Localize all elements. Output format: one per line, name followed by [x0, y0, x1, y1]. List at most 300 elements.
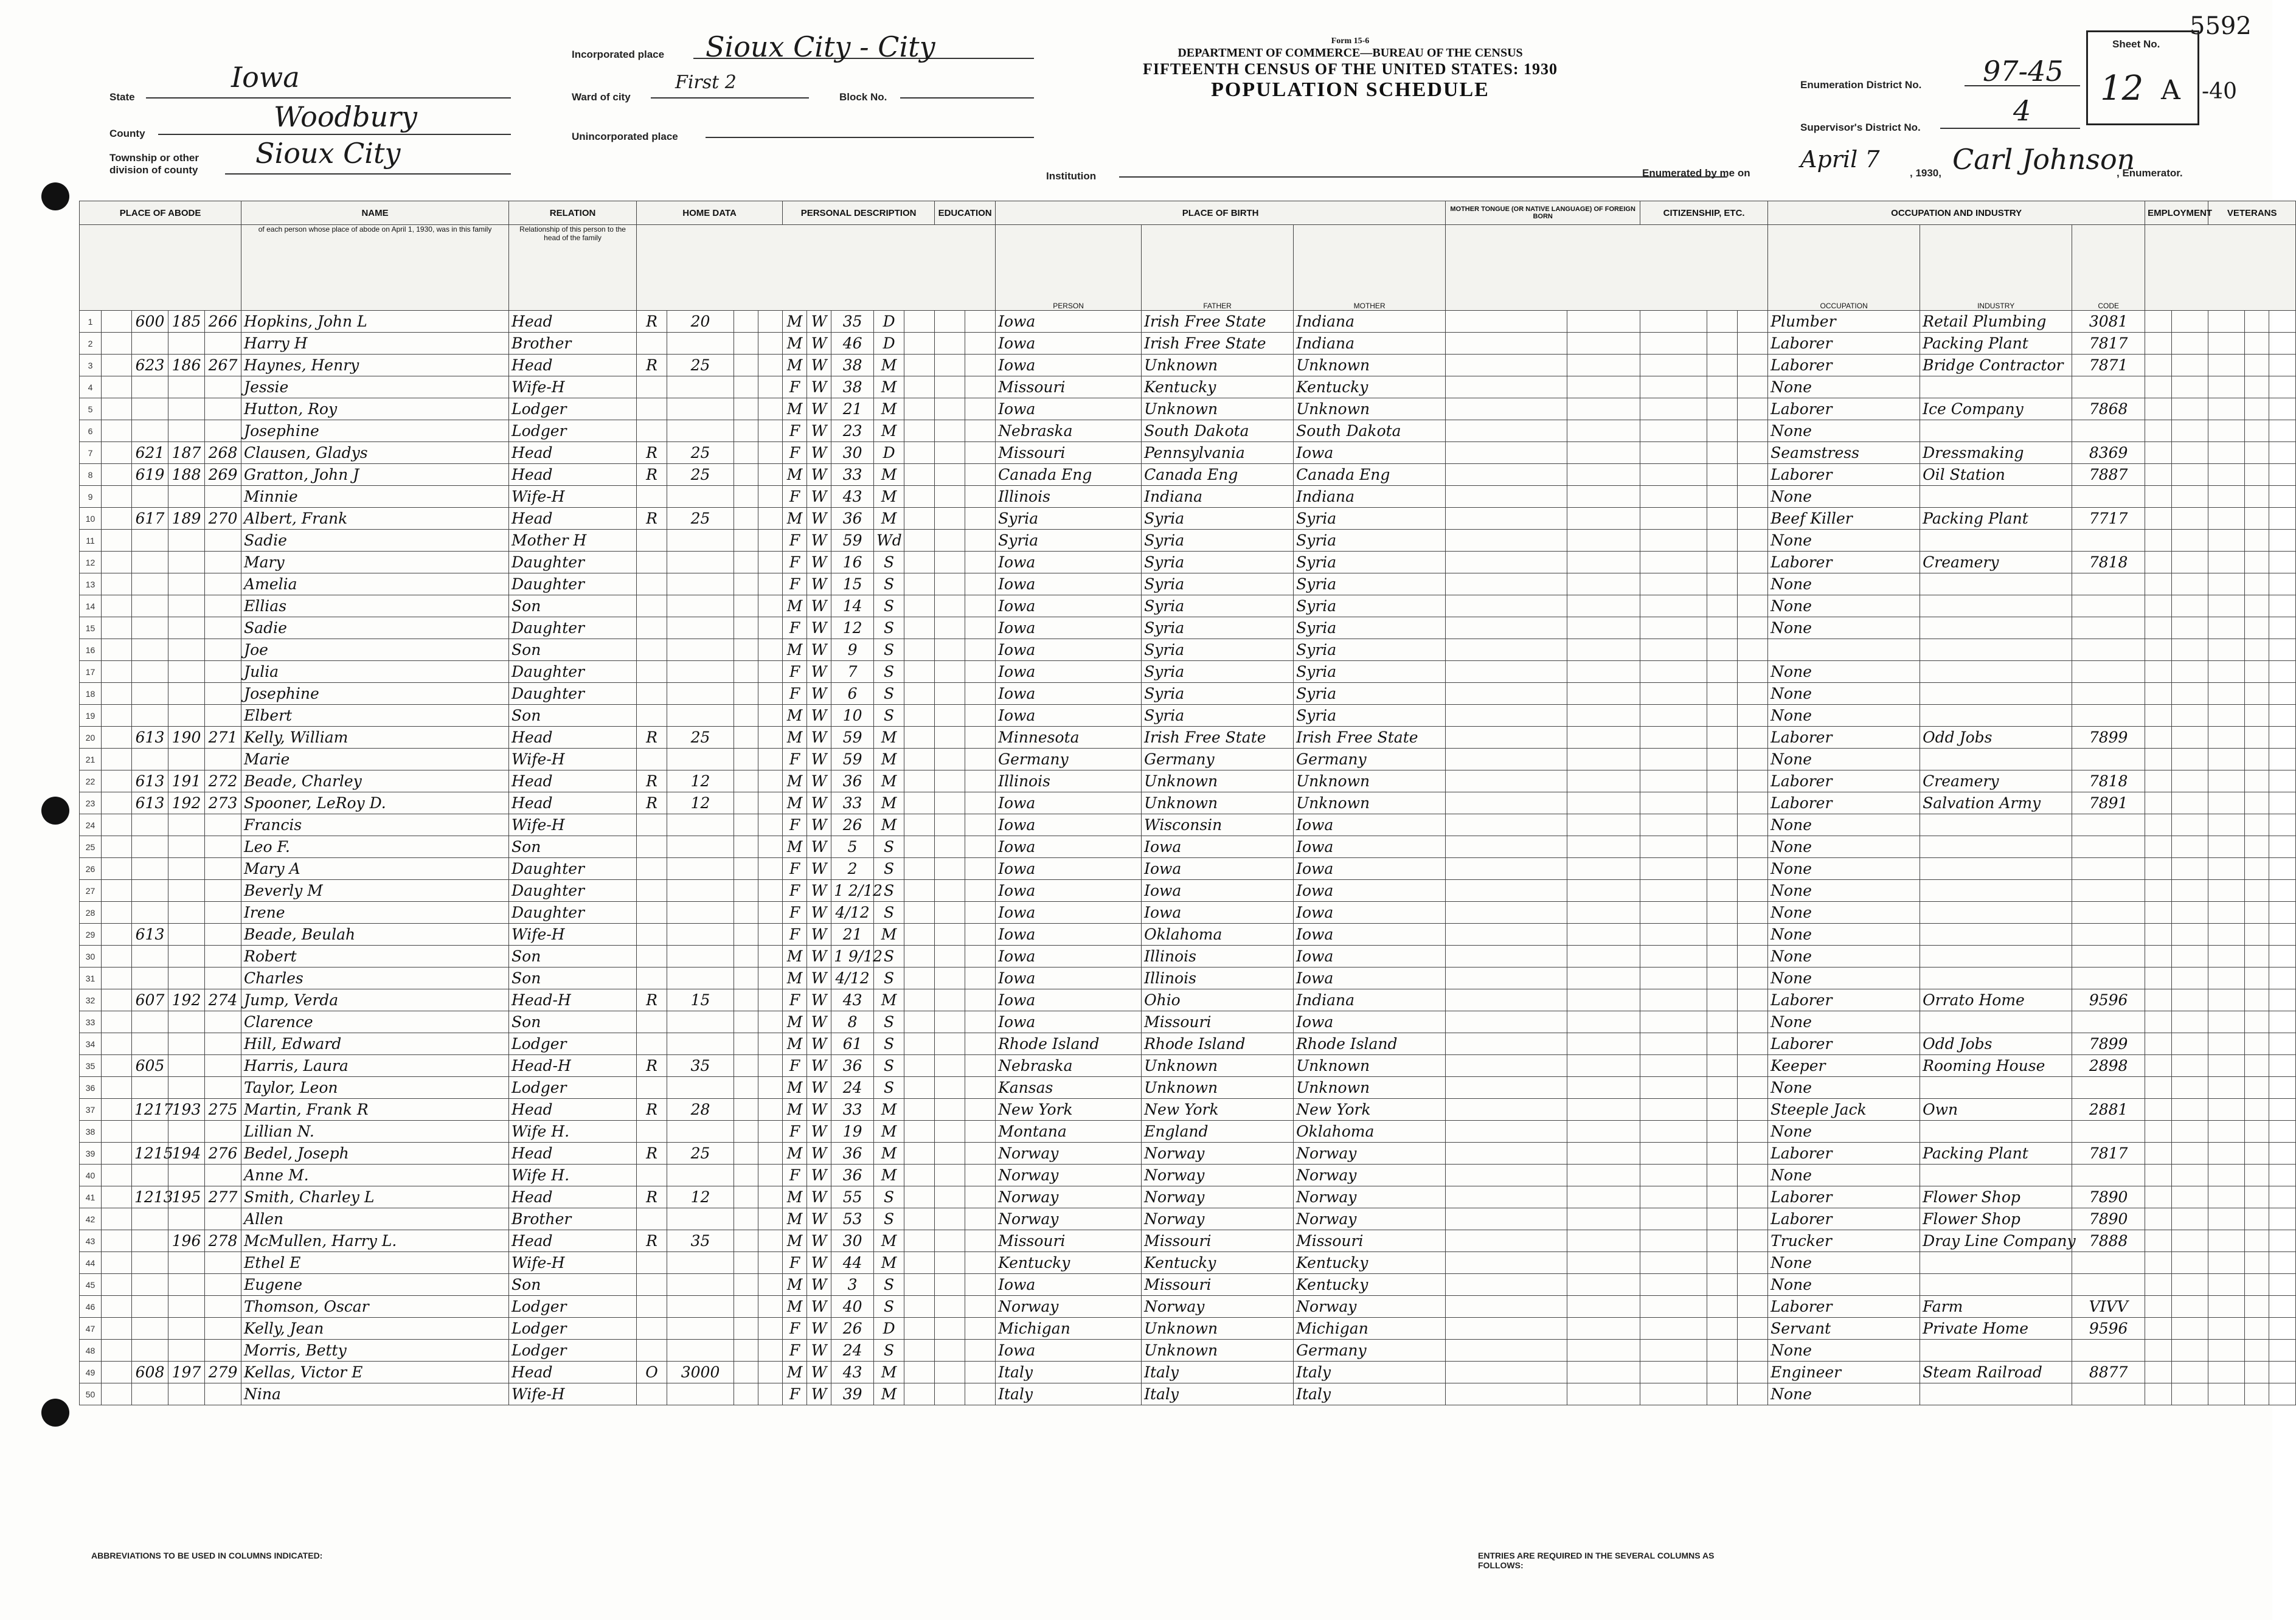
- cell-home: R: [637, 1143, 667, 1165]
- cell-no: 269: [205, 464, 241, 486]
- cell-race: W: [807, 333, 831, 355]
- cell-blank: [1446, 989, 1567, 1011]
- cell-blank: [1707, 1383, 1738, 1405]
- cell-age: 36: [831, 1055, 874, 1077]
- cell-blank: [935, 1252, 965, 1274]
- cell-blank: [1738, 311, 1768, 333]
- cell-dwell: 1217: [132, 1099, 168, 1121]
- cell-sex: M: [783, 1186, 807, 1208]
- cell-blank: [2245, 595, 2269, 617]
- cell-age: 7: [831, 661, 874, 683]
- cell-home: [637, 1340, 667, 1362]
- cell-rel: Wife-H: [509, 1383, 637, 1405]
- cell-blank: [734, 1230, 758, 1252]
- cell-street: [102, 770, 132, 792]
- cell-name: Martin, Frank R: [241, 1099, 509, 1121]
- enumerated-label: Enumerated by me on: [1642, 167, 1750, 179]
- cell-ind: [1920, 661, 2072, 683]
- cell-blank: [734, 355, 758, 376]
- cell-race: W: [807, 1186, 831, 1208]
- line-number: 39: [80, 1143, 102, 1165]
- cell-blank: [1707, 639, 1738, 661]
- cell-blank: [2245, 902, 2269, 924]
- cell-fbp: Unknown: [1142, 1077, 1294, 1099]
- cell-blank: [965, 1318, 996, 1340]
- cell-sex: M: [783, 1362, 807, 1383]
- cell-blank: [1707, 1143, 1738, 1165]
- cell-blank: [1707, 880, 1738, 902]
- cell-blank: [1707, 617, 1738, 639]
- cell-age: 33: [831, 792, 874, 814]
- cell-blank: [1738, 924, 1768, 946]
- cell-race: W: [807, 1033, 831, 1055]
- cell-blank: [758, 530, 783, 552]
- cell-mar: M: [874, 727, 904, 749]
- cell-street: [102, 1055, 132, 1077]
- cell-blank: [935, 880, 965, 902]
- cell-blank: [2145, 355, 2172, 376]
- cell-street: [102, 836, 132, 858]
- cell-blank: [904, 486, 935, 508]
- cell-blank: [1640, 398, 1707, 420]
- cell-mar: S: [874, 968, 904, 989]
- cell-blank: [935, 1055, 965, 1077]
- cell-blank: [935, 924, 965, 946]
- cell-no: [205, 1165, 241, 1186]
- cell-val: [667, 1121, 734, 1143]
- cell-mar: S: [874, 1077, 904, 1099]
- cell-age: 40: [831, 1296, 874, 1318]
- cell-blank: [1738, 1165, 1768, 1186]
- cell-blank: [1567, 705, 1640, 727]
- cell-age: 38: [831, 355, 874, 376]
- cell-mar: S: [874, 683, 904, 705]
- cell-code: 7899: [2072, 727, 2145, 749]
- cell-blank: [758, 1252, 783, 1274]
- cell-blank: [758, 968, 783, 989]
- cell-val: 12: [667, 792, 734, 814]
- line-number: 46: [80, 1296, 102, 1318]
- cell-blank: [904, 749, 935, 770]
- cell-fam: [168, 639, 205, 661]
- cell-bp: Iowa: [996, 924, 1142, 946]
- cell-blank: [2245, 573, 2269, 595]
- cell-fam: [168, 858, 205, 880]
- cell-street: [102, 1252, 132, 1274]
- cell-mbp: Kentucky: [1294, 1274, 1446, 1296]
- cell-age: 3: [831, 1274, 874, 1296]
- county-line: [158, 134, 511, 135]
- cell-blank: [2208, 1383, 2245, 1405]
- cell-mar: M: [874, 1230, 904, 1252]
- cell-home: [637, 617, 667, 639]
- cell-blank: [2269, 1296, 2296, 1318]
- cell-blank: [1567, 683, 1640, 705]
- cell-blank: [2208, 573, 2245, 595]
- line-number: 48: [80, 1340, 102, 1362]
- cell-no: [205, 1296, 241, 1318]
- cell-dwell: 621: [132, 442, 168, 464]
- table-row: [80, 727, 2296, 749]
- cell-race: W: [807, 573, 831, 595]
- unincorporated-line: [706, 137, 1034, 138]
- cell-blank: [2145, 968, 2172, 989]
- cell-blank: [965, 1362, 996, 1383]
- cell-blank: [2208, 661, 2245, 683]
- cell-race: W: [807, 683, 831, 705]
- cell-age: 36: [831, 770, 874, 792]
- cell-blank: [1640, 989, 1707, 1011]
- cell-blank: [758, 1296, 783, 1318]
- cell-blank: [2172, 508, 2208, 530]
- table-row: [80, 749, 2296, 770]
- cell-blank: [1446, 1208, 1567, 1230]
- cell-fam: [168, 530, 205, 552]
- cell-name: Morris, Betty: [241, 1340, 509, 1362]
- cell-sex: F: [783, 749, 807, 770]
- cell-blank: [1707, 814, 1738, 836]
- cell-street: [102, 1121, 132, 1143]
- table-row: [80, 814, 2296, 836]
- cell-occ: Laborer: [1768, 792, 1920, 814]
- cell-fam: [168, 1055, 205, 1077]
- cell-blank: [2208, 333, 2245, 355]
- cell-blank: [935, 552, 965, 573]
- cell-occ: None: [1768, 661, 1920, 683]
- cell-mbp: Iowa: [1294, 924, 1446, 946]
- cell-blank: [734, 683, 758, 705]
- cell-mbp: Iowa: [1294, 902, 1446, 924]
- hole-top: [41, 182, 69, 210]
- cell-code: [2072, 1165, 2145, 1186]
- cell-code: [2072, 705, 2145, 727]
- enumerator-label: , Enumerator.: [2117, 167, 2183, 179]
- cell-fbp: Syria: [1142, 661, 1294, 683]
- cell-blank: [965, 1011, 996, 1033]
- cell-blank: [2172, 1318, 2208, 1340]
- cell-street: [102, 420, 132, 442]
- cell-fam: [168, 661, 205, 683]
- incorporated-value: Sioux City - City: [706, 30, 935, 63]
- cell-blank: [904, 639, 935, 661]
- cell-blank: [1707, 1121, 1738, 1143]
- cell-bp: Iowa: [996, 398, 1142, 420]
- cell-blank: [758, 573, 783, 595]
- cell-blank: [1446, 770, 1567, 792]
- cell-blank: [2208, 311, 2245, 333]
- department-title: DEPARTMENT OF COMMERCE—BUREAU OF THE CENSUS: [1177, 46, 1523, 60]
- cell-blank: [965, 464, 996, 486]
- cell-blank: [2269, 442, 2296, 464]
- cell-blank: [1707, 836, 1738, 858]
- cell-blank: [1567, 989, 1640, 1011]
- cell-blank: [2245, 1121, 2269, 1143]
- cell-blank: [2172, 398, 2208, 420]
- cell-ind: [1920, 814, 2072, 836]
- cell-dwell: [132, 880, 168, 902]
- cell-sex: F: [783, 924, 807, 946]
- cell-mar: D: [874, 442, 904, 464]
- cell-blank: [1446, 639, 1567, 661]
- cell-sex: F: [783, 552, 807, 573]
- cell-blank: [758, 749, 783, 770]
- cell-blank: [2208, 770, 2245, 792]
- cell-age: 59: [831, 727, 874, 749]
- cell-race: W: [807, 1230, 831, 1252]
- cell-blank: [758, 880, 783, 902]
- cell-blank: [2245, 1208, 2269, 1230]
- cell-fbp: Kentucky: [1142, 376, 1294, 398]
- cell-blank: [2208, 1099, 2245, 1121]
- cell-blank: [2172, 1143, 2208, 1165]
- cell-mbp: Iowa: [1294, 836, 1446, 858]
- cell-street: [102, 376, 132, 398]
- cell-name: Mary: [241, 552, 509, 573]
- cell-fbp: Missouri: [1142, 1274, 1294, 1296]
- cell-blank: [1738, 420, 1768, 442]
- cell-home: [637, 595, 667, 617]
- cell-blank: [1567, 946, 1640, 968]
- cell-blank: [1738, 880, 1768, 902]
- cell-blank: [1738, 1318, 1768, 1340]
- cell-dwell: [132, 683, 168, 705]
- cell-blank: [758, 1033, 783, 1055]
- cell-age: 30: [831, 442, 874, 464]
- cell-ind: Flower Shop: [1920, 1186, 2072, 1208]
- cell-blank: [758, 420, 783, 442]
- table-row: [80, 333, 2296, 355]
- cell-blank: [1567, 333, 1640, 355]
- cell-mar: M: [874, 1143, 904, 1165]
- cell-code: [2072, 1121, 2145, 1143]
- cell-dwell: [132, 749, 168, 770]
- line-number: 47: [80, 1318, 102, 1340]
- cell-dwell: [132, 1230, 168, 1252]
- cell-blank: [2208, 420, 2245, 442]
- cell-blank: [2269, 573, 2296, 595]
- cell-no: 270: [205, 508, 241, 530]
- cell-dwell: 605: [132, 1055, 168, 1077]
- table-row: [80, 1252, 2296, 1274]
- cell-home: R: [637, 442, 667, 464]
- cell-blank: [904, 1318, 935, 1340]
- cell-bp: Iowa: [996, 902, 1142, 924]
- cell-blank: [734, 508, 758, 530]
- cell-name: Francis: [241, 814, 509, 836]
- cell-street: [102, 333, 132, 355]
- cell-fbp: Iowa: [1142, 902, 1294, 924]
- cell-occ: Steeple Jack: [1768, 1099, 1920, 1121]
- cell-no: [205, 639, 241, 661]
- cell-blank: [1640, 442, 1707, 464]
- cell-blank: [965, 1383, 996, 1405]
- cell-sex: F: [783, 683, 807, 705]
- cell-fbp: Italy: [1142, 1383, 1294, 1405]
- cell-fbp: Pennsylvania: [1142, 442, 1294, 464]
- table-row: [80, 792, 2296, 814]
- cell-home: O: [637, 1362, 667, 1383]
- cell-blank: [2145, 705, 2172, 727]
- cell-fam: 192: [168, 792, 205, 814]
- table-row: [80, 530, 2296, 552]
- group-home: HOME DATA: [637, 201, 783, 225]
- cell-blank: [1567, 552, 1640, 573]
- cell-blank: [2145, 1252, 2172, 1274]
- cell-blank: [734, 1340, 758, 1362]
- cell-blank: [2172, 420, 2208, 442]
- cell-blank: [2172, 1252, 2208, 1274]
- cell-blank: [734, 1055, 758, 1077]
- cell-occ: None: [1768, 683, 1920, 705]
- cell-ind: [1920, 705, 2072, 727]
- township-value: Sioux City: [255, 137, 401, 170]
- cell-blank: [1446, 552, 1567, 573]
- cell-blank: [2245, 1340, 2269, 1362]
- cell-val: 25: [667, 508, 734, 530]
- cell-rel: Wife H.: [509, 1165, 637, 1186]
- cell-blank: [1446, 1077, 1567, 1099]
- table-row: [80, 552, 2296, 573]
- cell-blank: [2145, 1274, 2172, 1296]
- cell-blank: [1446, 442, 1567, 464]
- cell-name: Minnie: [241, 486, 509, 508]
- cell-mbp: Unknown: [1294, 355, 1446, 376]
- cell-race: W: [807, 595, 831, 617]
- cell-blank: [1640, 1296, 1707, 1318]
- cell-fam: [168, 902, 205, 924]
- cell-dwell: 1215: [132, 1143, 168, 1165]
- cell-blank: [2208, 1077, 2245, 1099]
- cell-blank: [2245, 1274, 2269, 1296]
- cell-blank: [2245, 486, 2269, 508]
- cell-blank: [2172, 333, 2208, 355]
- cell-fbp: Syria: [1142, 552, 1294, 573]
- cell-code: [2072, 376, 2145, 398]
- group-citizen: CITIZENSHIP, ETC.: [1640, 201, 1768, 225]
- cell-blank: [2145, 530, 2172, 552]
- cell-blank: [2245, 464, 2269, 486]
- cell-blank: [1738, 836, 1768, 858]
- cell-fam: [168, 1274, 205, 1296]
- cell-blank: [965, 442, 996, 464]
- cell-blank: [2245, 530, 2269, 552]
- cell-bp: Kentucky: [996, 1252, 1142, 1274]
- cell-blank: [1640, 1165, 1707, 1186]
- cell-blank: [1738, 333, 1768, 355]
- cell-home: R: [637, 311, 667, 333]
- cell-val: [667, 968, 734, 989]
- cell-blank: [2172, 1296, 2208, 1318]
- cell-occ: None: [1768, 814, 1920, 836]
- cell-street: [102, 552, 132, 573]
- cell-val: [667, 530, 734, 552]
- line-number: 5: [80, 398, 102, 420]
- cell-blank: [2245, 420, 2269, 442]
- cell-blank: [2245, 1055, 2269, 1077]
- cell-blank: [1640, 836, 1707, 858]
- cell-race: W: [807, 486, 831, 508]
- cell-blank: [1640, 420, 1707, 442]
- cell-blank: [2245, 311, 2269, 333]
- cell-val: [667, 420, 734, 442]
- cell-fbp: Syria: [1142, 683, 1294, 705]
- cell-age: 38: [831, 376, 874, 398]
- cell-blank: [2269, 1362, 2296, 1383]
- cell-val: 35: [667, 1055, 734, 1077]
- line-number: 32: [80, 989, 102, 1011]
- cell-blank: [734, 639, 758, 661]
- cell-blank: [2269, 661, 2296, 683]
- enumeration-date: April 7: [1800, 146, 1880, 173]
- cell-blank: [758, 989, 783, 1011]
- cell-code: [2072, 683, 2145, 705]
- cell-race: W: [807, 1099, 831, 1121]
- cell-blank: [935, 749, 965, 770]
- cell-blank: [2172, 355, 2208, 376]
- cell-rel: Daughter: [509, 573, 637, 595]
- cell-blank: [1567, 595, 1640, 617]
- cell-ind: Salvation Army: [1920, 792, 2072, 814]
- cell-val: [667, 1165, 734, 1186]
- cell-ind: Packing Plant: [1920, 1143, 2072, 1165]
- cell-blank: [1738, 814, 1768, 836]
- cell-race: W: [807, 1318, 831, 1340]
- cell-fam: 186: [168, 355, 205, 376]
- cell-age: 15: [831, 573, 874, 595]
- cell-age: 19: [831, 1121, 874, 1143]
- cell-blank: [1738, 486, 1768, 508]
- cell-blank: [1446, 858, 1567, 880]
- cell-blank: [2245, 1033, 2269, 1055]
- cell-blank: [1640, 1208, 1707, 1230]
- cell-occ: Seamstress: [1768, 442, 1920, 464]
- cell-blank: [2269, 508, 2296, 530]
- cell-blank: [2269, 792, 2296, 814]
- cell-blank: [758, 836, 783, 858]
- cell-blank: [1446, 1033, 1567, 1055]
- county-label: County: [109, 128, 145, 139]
- cell-street: [102, 924, 132, 946]
- cell-ind: [1920, 639, 2072, 661]
- cell-mar: M: [874, 1165, 904, 1186]
- cell-blank: [758, 311, 783, 333]
- cell-blank: [1738, 530, 1768, 552]
- cell-blank: [2145, 1143, 2172, 1165]
- cell-age: 61: [831, 1033, 874, 1055]
- cell-blank: [1640, 1383, 1707, 1405]
- cell-street: [102, 639, 132, 661]
- cell-fbp: Italy: [1142, 1362, 1294, 1383]
- cell-race: W: [807, 814, 831, 836]
- cell-race: W: [807, 968, 831, 989]
- cell-age: 30: [831, 1230, 874, 1252]
- cell-blank: [965, 705, 996, 727]
- cell-blank: [1640, 486, 1707, 508]
- table-row: [80, 902, 2296, 924]
- cell-blank: [1738, 398, 1768, 420]
- cell-blank: [2172, 989, 2208, 1011]
- cell-dwell: 1213: [132, 1186, 168, 1208]
- cell-fbp: South Dakota: [1142, 420, 1294, 442]
- cell-blank: [1707, 1033, 1738, 1055]
- cell-code: 7817: [2072, 1143, 2145, 1165]
- cell-blank: [1446, 968, 1567, 989]
- cell-blank: [1567, 836, 1640, 858]
- cell-rel: Lodger: [509, 1318, 637, 1340]
- cell-no: 273: [205, 792, 241, 814]
- cell-blank: [1446, 705, 1567, 727]
- cell-code: [2072, 486, 2145, 508]
